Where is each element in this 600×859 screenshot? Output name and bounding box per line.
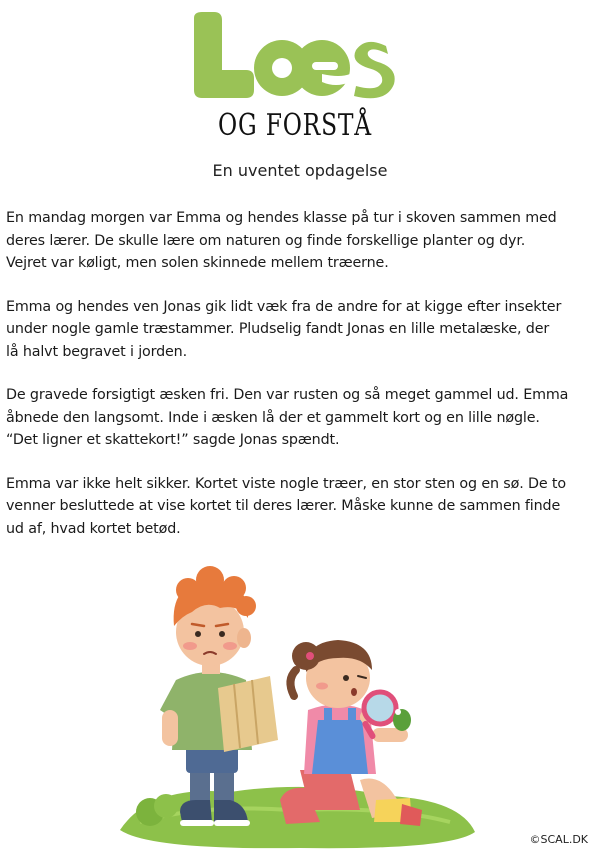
story-text: [6, 207, 596, 561]
line: ud af, hvad kortet betød.: [6, 520, 181, 537]
line: Emma og hendes ven Jonas gik lidt væk fra de andre for at kigge efter insekter: [6, 298, 562, 315]
logo-wordmark: [190, 12, 400, 102]
line: De gravede forsigtigt æsken fri. Den var rusten og så meget gammel ud. Emma: [6, 387, 569, 403]
line: En mandag morgen var Emma og hendes klasse på tur i skoven sammen med: [6, 210, 557, 226]
story-title: En uventet opdagelse: [212, 161, 388, 180]
logo-subtitle: OG FORSTÅ: [218, 108, 372, 143]
line: åbnede den langsomt. Inde i æsken lå der et gammelt kort og en lille nøgle.: [6, 409, 540, 426]
line: “Det ligner et skattekort!” sagde Jonas spændt.: [6, 432, 340, 448]
line: lå halvt begravet i jorden.: [6, 343, 187, 360]
line: under nogle gamle træstammer. Pludselig fandt Jonas en lille metalæske, der: [6, 321, 550, 337]
line: deres lærer. De skulle lære om naturen og finde forskellige planter og dyr.: [6, 232, 526, 249]
paragraph-3: [6, 384, 596, 452]
copyright-text: ©SCAL.DK: [529, 833, 588, 846]
line: Emma var ikke helt sikker. Kortet viste nogle træer, en stor sten og en sø. De to: [6, 475, 566, 492]
line: Vejret var køligt, men solen skinnede mellem træerne.: [6, 255, 389, 271]
line: venner besluttede at vise kortet til deres lærer. Måske kunne de sammen finde: [6, 498, 561, 514]
paragraph-1: [6, 207, 596, 275]
paragraph-2: [6, 296, 596, 364]
kids-illustration: [110, 560, 480, 850]
logo: [190, 12, 400, 142]
paragraph-4: [6, 473, 596, 541]
